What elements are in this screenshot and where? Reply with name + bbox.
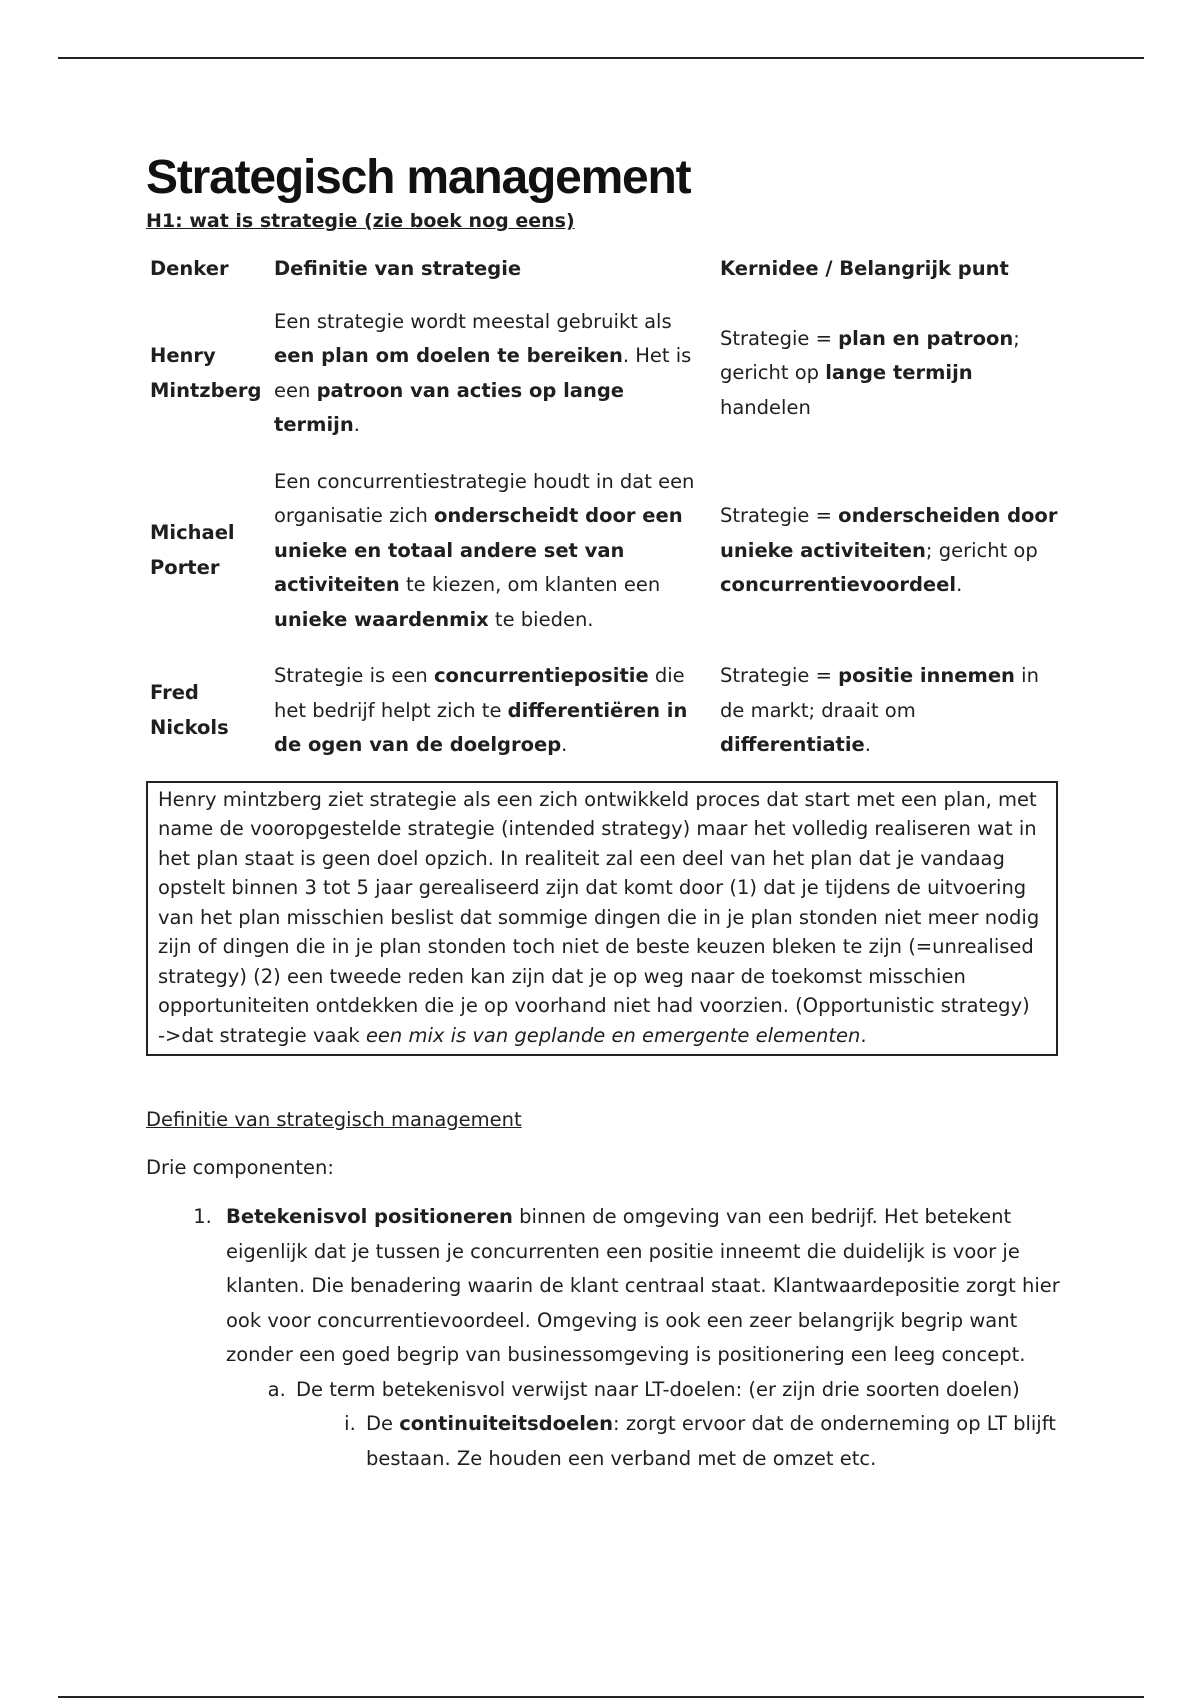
note-conclusion-emphasis: een mix is van geplande en emergente elementen [365,1023,861,1047]
definitie-cell [270,305,716,465]
mintzberg-note-box [146,781,1058,1057]
document-body [146,150,1066,1476]
cell-text: handelen [720,395,811,419]
list-item [218,1200,1066,1476]
table-row [146,659,1066,785]
emphasis-text: lange termijn [825,361,973,385]
cell-text: te bieden. [488,607,594,631]
definitie-cell [270,659,716,785]
table-row [146,305,1066,465]
emphasis-text: differentiëren in de ogen van de doelgroep [274,698,688,756]
sub-sub-prefix: De [366,1412,400,1435]
chapter-heading: H1: wat is strategie (zie boek nog eens) [146,210,575,232]
bottom-rule [58,1696,1144,1698]
definitie-cell [270,465,716,660]
header-kernidee: Kernidee / Belangrijk punt [720,257,1009,280]
cell-text: Strategie = [720,504,839,527]
component-list [146,1200,1066,1476]
cell-text: Strategie is een [274,664,434,687]
cell-text: . [864,733,871,756]
table-header-row [146,246,1066,305]
emphasis-text: positie innemen [838,664,1015,687]
strategy-table [146,246,1066,785]
header-denker: Denker [150,257,229,280]
emphasis-text: patroon van acties op lange termijn [274,378,625,436]
kernidee-cell [716,659,1066,785]
sub-sub-list-item [362,1407,1066,1476]
note-conclusion-prefix: ->dat strategie vaak [158,1023,366,1047]
cell-text: ; gericht op [925,538,1038,562]
emphasis-text: onderscheidt door een unieke en totaal andere set van activiteiten [274,504,683,596]
cell-text: . [561,733,568,756]
cell-text: die het bedrijf helpt zich te [274,664,685,722]
cell-text: Strategie = [720,664,839,687]
emphasis-text: differentiatie [720,733,865,756]
emphasis-text: onderscheiden door unieke activiteiten [720,504,1058,562]
top-rule [58,57,1144,59]
kernidee-cell [716,465,1066,660]
sub-sub-term: continuiteitsdoelen [399,1412,614,1435]
cell-text: . [353,413,360,436]
emphasis-text: een plan om doelen te bereiken [274,344,623,367]
page-title: Strategisch management [146,151,691,204]
list-item-title: Betekenisvol positioneren [226,1205,513,1228]
cell-text: ; gericht op [720,326,1020,385]
sub-list-item [292,1373,1066,1477]
list-item-text: binnen de omgeving van een bedrijf. Het betekent eigenlijk dat je tussen je concurrenten een positie inneemt die duidelijk is voor je klanten. Die benadering waarin de klant centraal staat. Klantwaardepositie zorgt hier ook voor concurrentievoordeel. Omgeving is ook een zeer belangrijk begrip want zonder een goed begrip van businessomgeving is positionering een leeg concept. [226,1205,1060,1366]
denker-name: Fred Nickols [150,681,229,739]
denker-name: Henry Mintzberg [150,344,262,402]
note-text: Henry mintzberg ziet strategie als een zich ontwikkeld proces dat start met een plan, met name de vooropgestelde strategie (intended strategy) maar het volledig realiseren wat in het plan staat is geen doel opzich. In realiteit zal een deel van het plan dat je vandaag opstelt binnen 3 tot 5 jaar gerealiseerd zijn dat komt door (1) dat je tijdens de uitvoering van het plan misschien beslist dat sommige dingen die in je plan stonden niet meer nodig zijn of dingen die in je plan stonden toch niet de beste keuzen bleken te zijn (=unrealised strategy) (2) een tweede reden kan zijn dat je op weg naar de toekomst misschien opportuniteiten ontdekken die je op voorhand niet had voorzien. (Opportunistic strategy) [158,787,1040,1017]
emphasis-text: concurrentiepositie [433,664,649,687]
sub-sub-list [296,1407,1066,1476]
emphasis-text: unieke waardenmix [274,607,489,631]
section-heading: Definitie van strategisch management [146,1108,522,1131]
sub-item-text: De term betekenisvol verwijst naar LT-doelen: (er zijn drie soorten doelen) [296,1377,1020,1401]
header-definitie: Definitie van strategie [274,257,522,280]
cell-text: te kiezen, om klanten een [399,573,661,596]
note-conclusion-suffix: . [860,1023,867,1047]
denker-name: Michael Porter [150,521,235,579]
cell-text: Een concurrentiestrategie houdt in dat een organisatie zich [274,469,695,527]
emphasis-text: plan en patroon [838,326,1014,350]
table-row [146,465,1066,660]
section-intro: Drie componenten: [146,1156,334,1179]
cell-text: in de markt; draait om [720,664,1039,722]
sub-list [226,1373,1066,1477]
emphasis-text: concurrentievoordeel [720,573,957,596]
cell-text: . [956,573,963,596]
cell-text: Strategie = [720,326,839,350]
sub-sub-text: : zorgt ervoor dat de onderneming op LT blijft bestaan. Ze houden een verband met de omzet etc. [366,1412,1056,1470]
cell-text: . Het is een [274,344,692,402]
cell-text: Een strategie wordt meestal gebruikt als [274,309,672,333]
kernidee-cell [716,305,1066,465]
